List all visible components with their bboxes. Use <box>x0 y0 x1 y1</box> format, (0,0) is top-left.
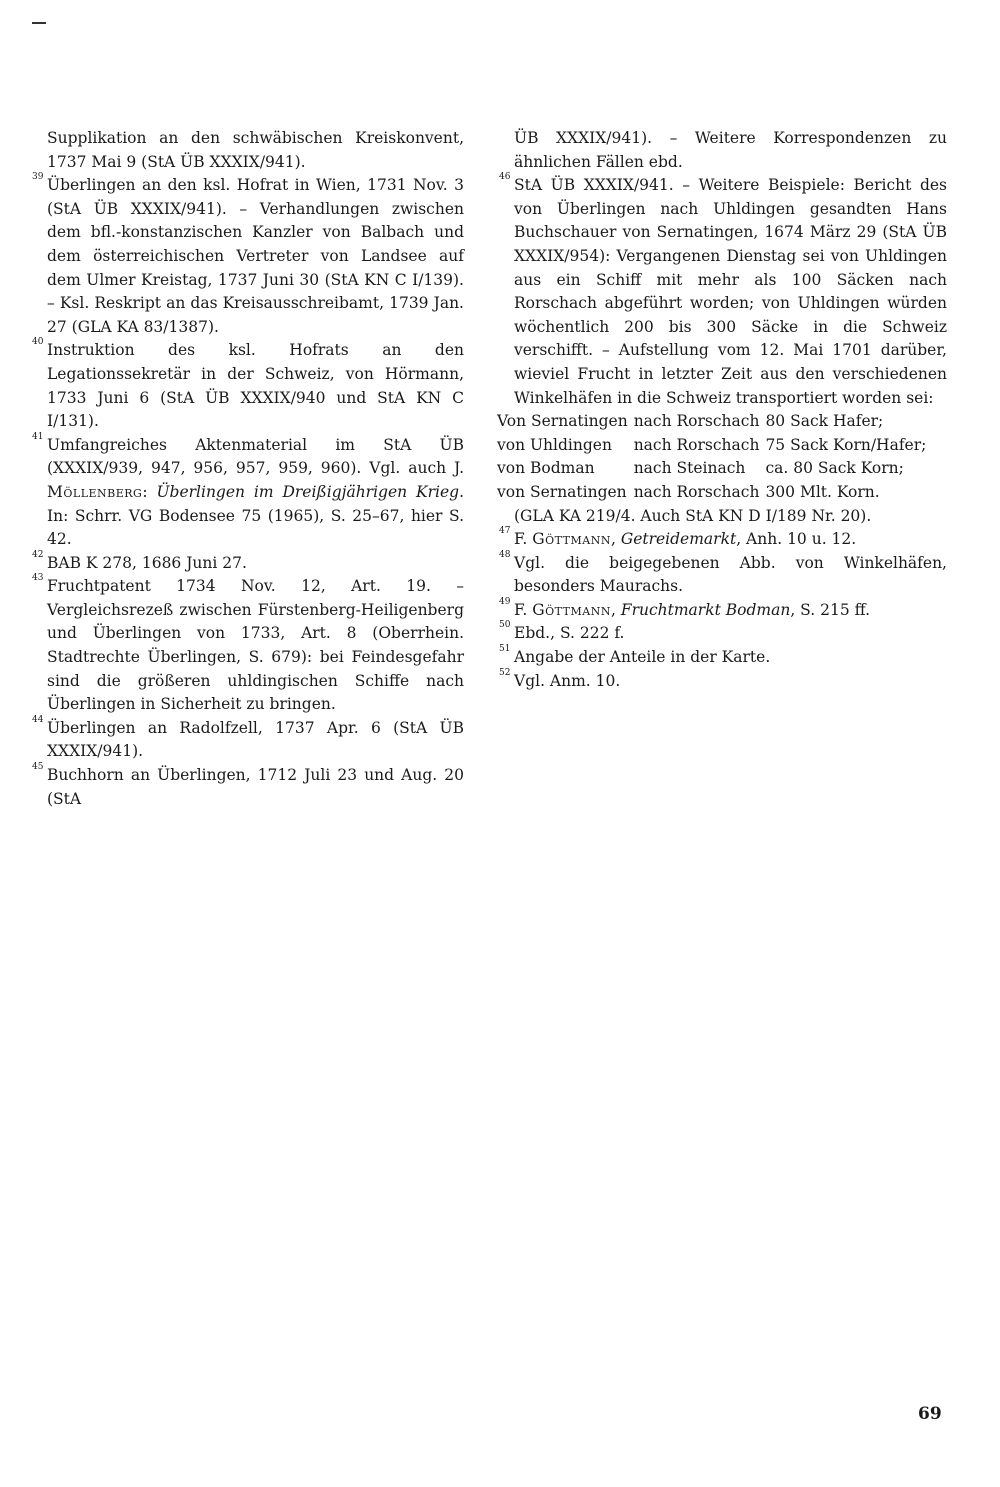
footnote-text: Vgl. Anm. 10. <box>514 671 621 690</box>
footnote <box>30 339 464 433</box>
footnote <box>497 127 947 174</box>
footnote-number: 42 <box>32 549 44 560</box>
shipment-amount: ca. 80 Sack Korn; <box>765 459 904 478</box>
footnote <box>497 646 947 670</box>
shipment-from: von Uhldingen <box>497 435 612 454</box>
footnote-text: Überlingen an den ksl. Hofrat in Wien, 1731 Nov. 3 (StA ÜB XXXIX/941). – Verhandlungen zwischen dem bfl.-konstanzischen Kanzler von Balbach und dem österreichischen Vertreter von Landsee auf dem Ulmer Kreistag, 1737 Juni 30 (StA KN C I/139). – Ksl. Reskript an das Kreisausschreibamt, 1739 Jan. 27 (GLA KA 83/1387). <box>47 176 464 336</box>
footnote <box>30 174 464 339</box>
footnote-number: 43 <box>32 573 44 584</box>
footnote <box>497 667 947 694</box>
footnote <box>497 174 947 410</box>
footnote-text: Instruktion des ksl. Hofrats an den Legationssekretär in der Schweiz, von Hörmann, 1733 Juni 6 (StA ÜB XXXIX/940 und StA KN C I/131). <box>47 341 464 431</box>
footnote-number: 47 <box>499 526 511 537</box>
footnote <box>497 549 947 599</box>
footnote <box>30 714 464 764</box>
shipment-from: von Bodman <box>497 459 595 478</box>
author-name: Göttmann <box>532 530 611 549</box>
footnote-text: F. <box>514 600 533 619</box>
footnote <box>497 596 947 623</box>
footnote-text: BAB K 278, 1686 Juni 27. <box>47 553 247 572</box>
footnote-title: Getreidemarkt <box>620 530 737 549</box>
table-row <box>497 410 932 434</box>
shipment-table <box>497 410 932 504</box>
footnote-number: 50 <box>499 620 511 631</box>
footnote-number: 49 <box>499 596 511 607</box>
footnote <box>497 528 947 552</box>
footnote-text: Supplikation an den schwäbischen Kreiskonvent, 1737 Mai 9 (StA ÜB XXXIX/941). <box>47 129 464 171</box>
footnote <box>30 764 464 811</box>
footnote-number: 46 <box>499 172 511 183</box>
header-dash <box>32 22 46 24</box>
footnote-text: Überlingen an Radolfzell, 1737 Apr. 6 (StA ÜB XXXIX/941). <box>47 718 464 761</box>
footnote-number: 39 <box>32 172 44 183</box>
shipment-from: von Sernatingen <box>497 482 627 501</box>
shipment-to: nach Steinach <box>633 459 746 478</box>
footnote-text: Angabe der Anteile in der Karte. <box>514 648 771 667</box>
page-number: 69 <box>918 1404 942 1424</box>
footnote-text: , <box>610 530 621 549</box>
author-name: Möllenberg <box>47 482 143 501</box>
footnote-text: Fruchtpatent 1734 Nov. 12, Art. 19. – Vergleichsrezeß zwischen Fürstenberg-Heiligenberg und Überlingen von 1733, Art. 8 (Oberrhein. Stadtrechte Überlingen, S. 679): bei Feindesgefahr sind die größeren uhldingischen Schiffe nach Überlingen in Sicherheit zu bringen. <box>47 577 464 714</box>
shipment-amount: 75 Sack Korn/Hafer; <box>765 435 927 454</box>
footnote-text: , Anh. 10 u. 12. <box>736 530 857 549</box>
table-source: (GLA KA 219/4. Auch StA KN D I/189 Nr. 20). <box>514 506 872 525</box>
footnote-text: F. <box>514 530 533 549</box>
footnote-text: : <box>142 482 157 501</box>
footnote-number: 51 <box>499 644 511 655</box>
footnote-number: 44 <box>32 714 44 725</box>
author-name: Göttmann <box>532 600 611 619</box>
footnote-text: Vgl. die beigegebenen Abb. von Winkelhäfen, besonders Maurachs. <box>514 553 947 596</box>
footnote <box>30 431 464 552</box>
footnote-number: 48 <box>499 549 511 560</box>
footnote-text: Umfangreiches Aktenmaterial im StA ÜB (XXXIX/939, 947, 956, 957, 959, 960). Vgl. auch J. <box>47 435 464 478</box>
footnote-text: . In: Schrr. VG Bodensee 75 (1965), S. 25–67, hier S. 42. <box>47 482 464 549</box>
shipment-to: nach Rorschach <box>633 482 760 501</box>
footnote-number: 52 <box>499 667 511 678</box>
shipment-amount: 300 Mlt. Korn. <box>765 482 880 501</box>
right-footnote-column <box>497 127 947 693</box>
shipment-amount: 80 Sack Hafer; <box>765 412 884 431</box>
footnote-text: StA ÜB XXXIX/941. – Weitere Beispiele: Bericht des von Überlingen nach Uhldingen gesandten Hans Buchschauer von Sernatingen, 1674 März 29 (StA ÜB XXXIX/954): Vergangenen Dienstag sei von Uhldingen aus ein Schiff mit mehr als 100 Säcken nach Rorschach abgeführt worden; von Uhldingen würden wöchentlich 200 bis 300 Säcke in die Schweiz verschifft. – Aufstellung vom 12. Mai 1701 darüber, wieviel Frucht in letzter Zeit aus den verschiedenen Winkelhäfen in die Schweiz transportiert worden sei: <box>514 176 947 407</box>
footnote <box>30 127 464 174</box>
shipment-from: Von Sernatingen <box>497 412 628 431</box>
table-row <box>497 481 932 505</box>
footnote-number: 40 <box>32 337 44 348</box>
table-row <box>497 434 932 458</box>
table-row <box>497 457 932 481</box>
footnote-title: Überlingen im Dreißigjährigen Krieg <box>156 482 460 501</box>
footnote-text: Ebd., S. 222 f. <box>514 624 625 643</box>
footnote-title: Fruchtmarkt Bodman <box>620 600 791 619</box>
footnote-text: ÜB XXXIX/941). – Weitere Korrespondenzen zu ähnlichen Fällen ebd. <box>514 129 947 171</box>
left-footnote-column <box>30 127 464 811</box>
footnote-text: , <box>610 600 621 619</box>
footnote-text: Buchhorn an Überlingen, 1712 Juli 23 und Aug. 20 (StA <box>47 766 464 808</box>
footnote-number: 41 <box>32 431 44 442</box>
footnote-text: , S. 215 ff. <box>790 600 871 619</box>
footnote-number: 45 <box>32 762 44 773</box>
shipment-to: nach Rorschach <box>633 412 760 431</box>
footnote <box>30 549 464 576</box>
footnote <box>30 575 464 717</box>
shipment-to: nach Rorschach <box>633 435 760 454</box>
footnote <box>497 622 947 646</box>
